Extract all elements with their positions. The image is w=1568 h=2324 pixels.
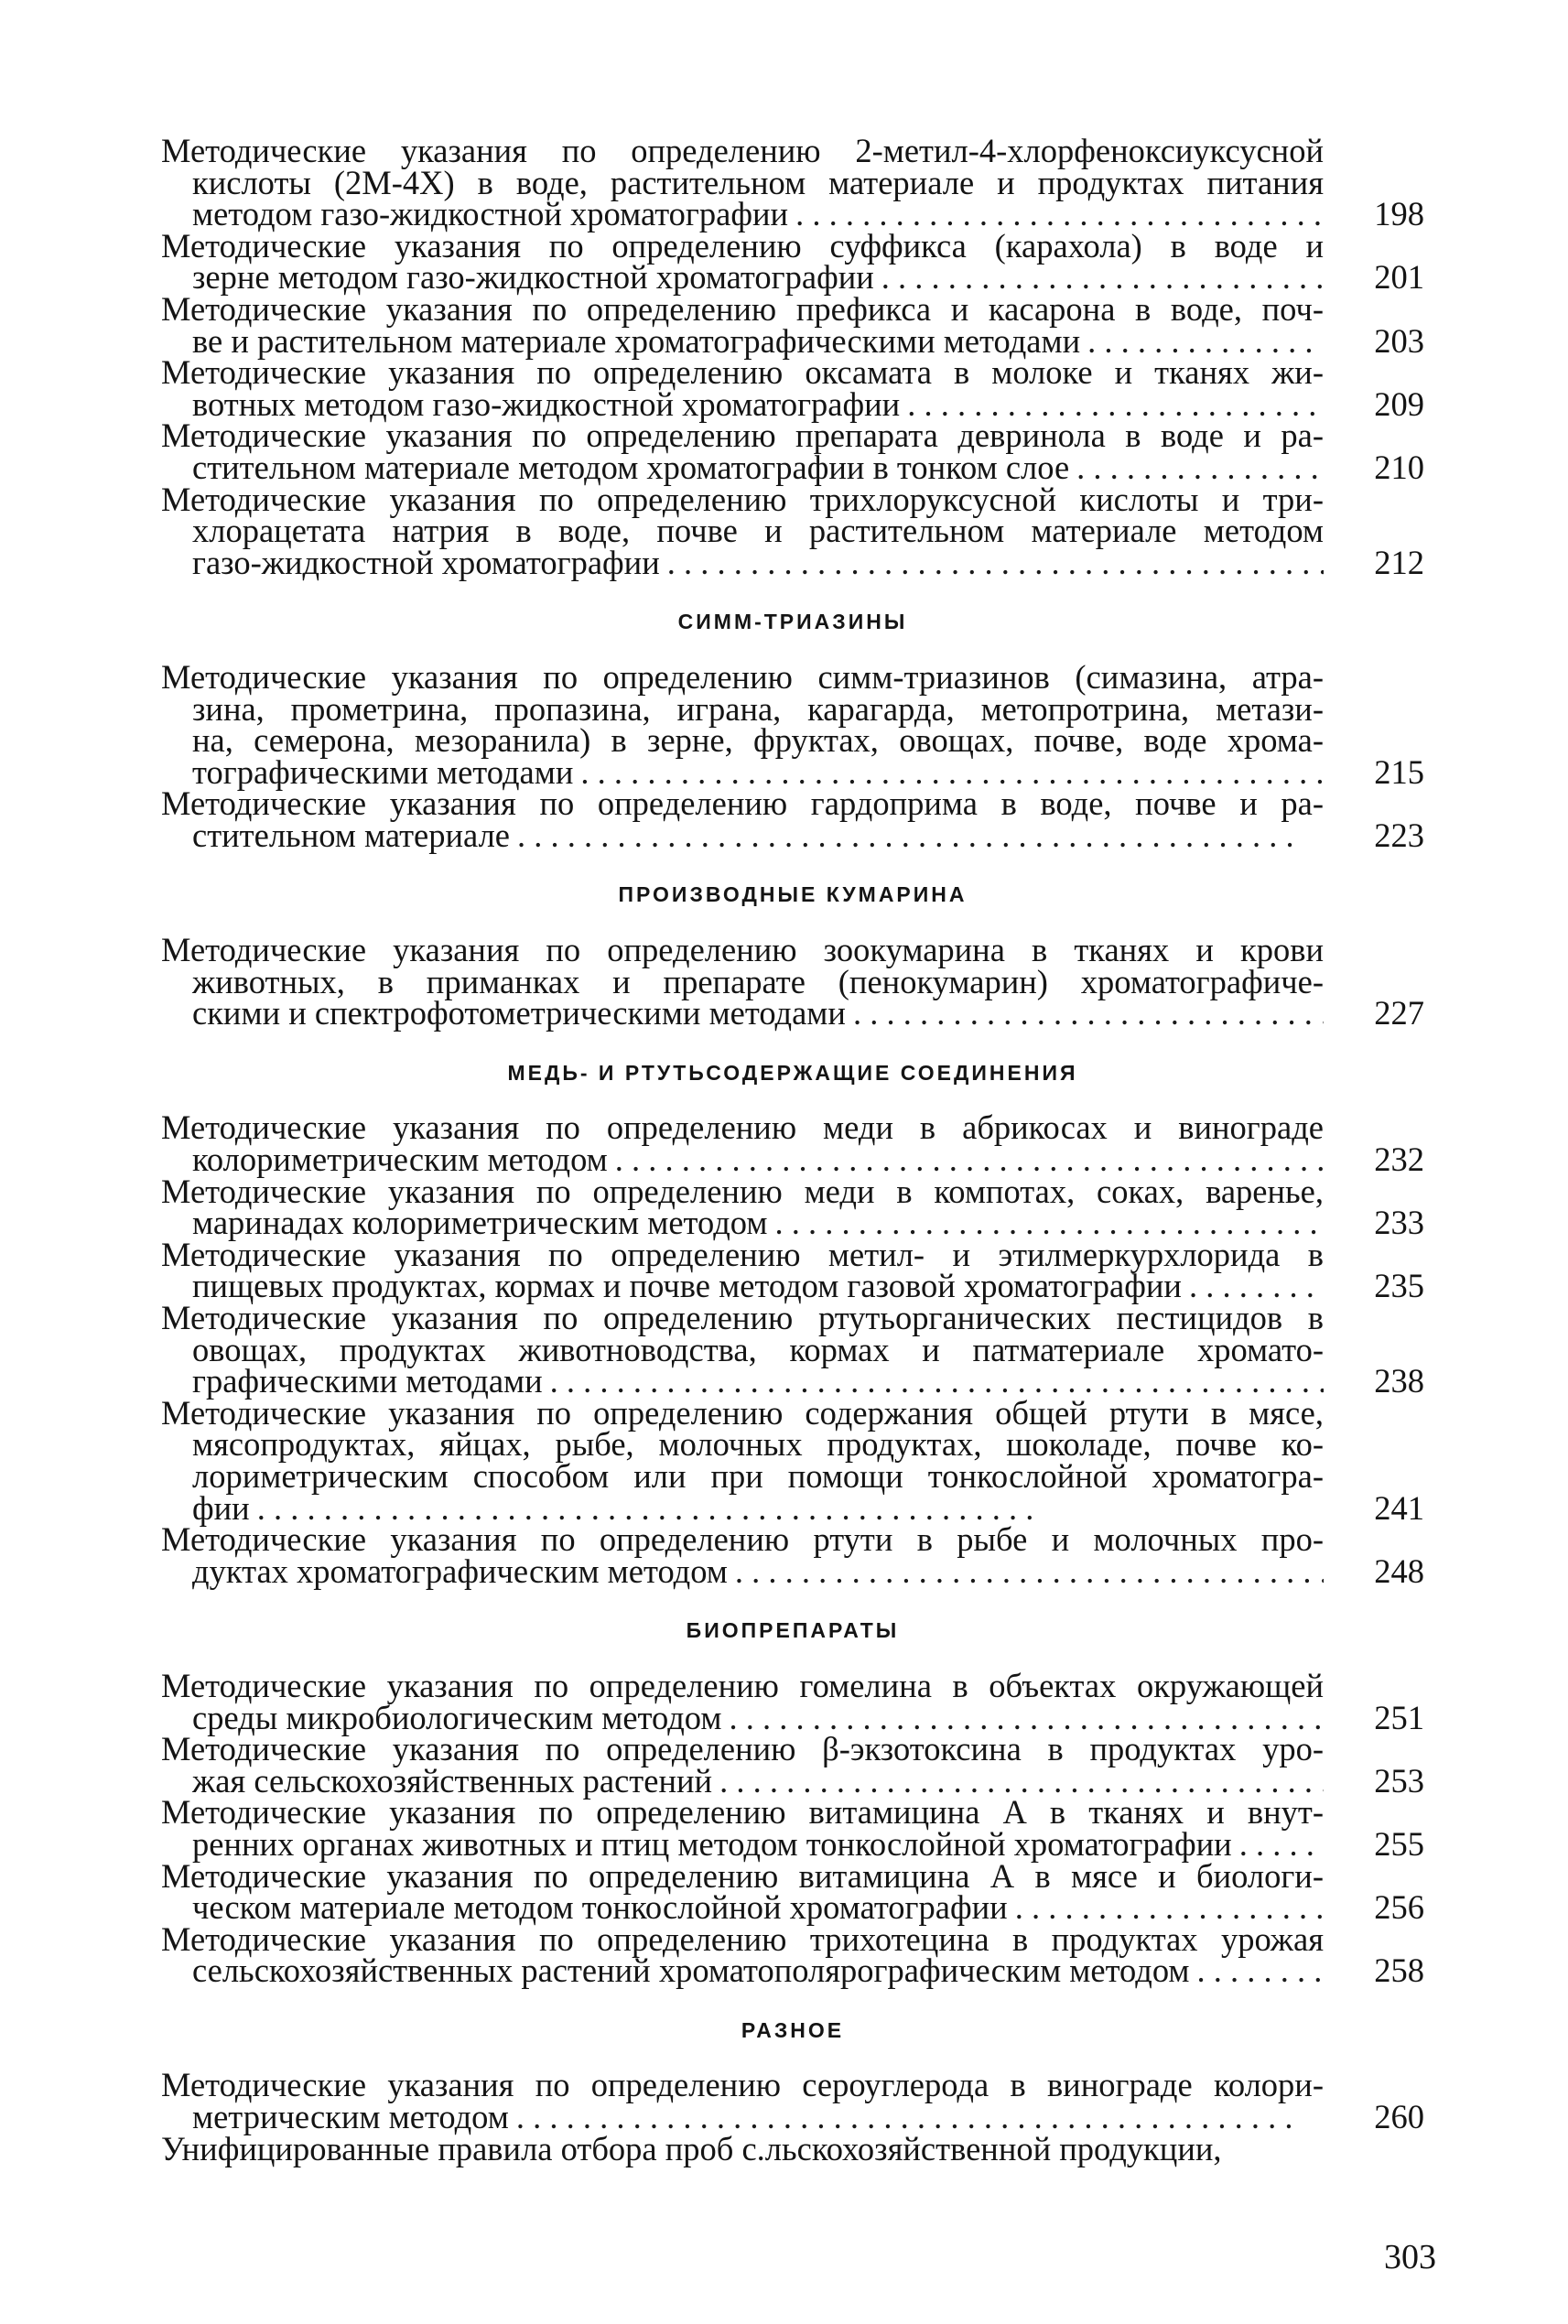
toc-page-number: 223 xyxy=(1374,816,1424,854)
dot-leader xyxy=(1182,1270,1324,1303)
toc-page-number: 198 xyxy=(1374,195,1424,233)
toc-entry-line: колориметрическим методом xyxy=(192,1140,608,1179)
toc-entry-line: графическими методами xyxy=(192,1362,543,1400)
toc-entry xyxy=(161,1919,1424,1990)
toc-entry xyxy=(161,1393,1424,1527)
toc-entry xyxy=(161,289,1424,360)
toc-entry xyxy=(161,931,1424,1032)
toc-entry xyxy=(161,1666,1424,1736)
dot-leader xyxy=(1008,1892,1324,1924)
toc-entry-line: кислоты (2М-4Х) в воде, растительном материале и продуктах питания xyxy=(192,163,1324,201)
toc-entry-line: мясопродуктах, яйцах, рыбе, молочных продуктах, шоколаде, почве ко- xyxy=(192,1425,1324,1464)
toc-entry-line: методом газо-жидкостной хроматографии xyxy=(192,195,789,233)
toc-entry-line: Методические указания по определению витамицина А в тканях и внут- xyxy=(161,1793,1324,1832)
toc-page-number: 201 xyxy=(1374,258,1424,297)
toc-entry-line: сельскохозяйственных растений хроматополярографическим методом xyxy=(192,1951,1190,1990)
dot-leader xyxy=(1189,1955,1324,1987)
dot-leader xyxy=(721,1702,1324,1735)
toc-entry xyxy=(161,480,1424,581)
section-heading: БИОПРЕПАРАТЫ xyxy=(686,1618,900,1643)
dot-leader xyxy=(767,1207,1324,1239)
toc-page-number: 232 xyxy=(1374,1140,1424,1179)
toc-entry-line: Методические указания по определению гардоприма в воде, почве и ра- xyxy=(161,784,1324,823)
toc-page-number: 258 xyxy=(1374,1951,1424,1990)
toc-entry-line: хлорацетата натрия в воде, почве и растительном материале методом xyxy=(192,512,1324,550)
toc-entry xyxy=(161,353,1424,423)
toc-entry xyxy=(161,1299,1424,1400)
toc-entry-line: метрическим методом xyxy=(192,2098,509,2136)
dot-leader xyxy=(1232,1829,1324,1861)
toc-entry xyxy=(161,132,1424,233)
toc-entry xyxy=(161,784,1424,854)
toc-entry-line: на, семерона, мезоранила) в зерне, фруктах, овощах, почве, воде хрома- xyxy=(192,721,1324,760)
toc-page-number: 251 xyxy=(1374,1698,1424,1736)
toc-page-number: 209 xyxy=(1374,384,1424,423)
toc-entry-line: пищевых продуктах, кормах и почве методом газовой хроматографии xyxy=(192,1267,1182,1305)
dot-leader xyxy=(660,547,1324,579)
section-heading: МЕДЬ- И РТУТЬСОДЕРЖАЩИЕ СОЕДИНЕНИЯ xyxy=(507,1060,1078,1085)
toc-page-number: 260 xyxy=(1374,2098,1424,2136)
toc-page-number: 227 xyxy=(1374,994,1424,1032)
dot-leader xyxy=(712,1766,1324,1798)
toc-entry-line: Методические указания по определению ртутьорганических пестицидов в xyxy=(161,1299,1324,1336)
table-of-contents xyxy=(161,132,1424,2167)
toc-entry-line: фии xyxy=(192,1488,250,1527)
toc-entry-line: вотных методом газо-жидкостной хроматографии xyxy=(192,384,901,423)
toc-entry-line: Методические указания по определению сероуглерода в винограде колори- xyxy=(161,2066,1324,2104)
dot-leader xyxy=(573,757,1324,789)
toc-entry xyxy=(161,1235,1424,1305)
toc-page-number: 255 xyxy=(1374,1824,1424,1863)
toc-entry xyxy=(161,1730,1424,1800)
toc-entry-line: Методические указания по определению меди в компотах, соках, варенье, xyxy=(161,1172,1324,1210)
dot-leader xyxy=(250,1493,1324,1525)
toc-entry-line: Методические указания по определению трихлоруксусной кислоты и три- xyxy=(161,480,1324,518)
toc-entry-line: тографическими методами xyxy=(192,752,574,791)
toc-entry-line: Методические указания по определению метил- и этилмеркурхлорида в xyxy=(161,1235,1324,1273)
toc-page-number: 212 xyxy=(1374,543,1424,581)
toc-page-number: 210 xyxy=(1374,448,1424,486)
toc-entry-line: Методические указания по определению 2-метил-4-хлорфеноксиуксусной xyxy=(161,132,1324,169)
toc-entry-line: стительном материале методом хроматографии в тонком слое xyxy=(192,448,1070,486)
toc-entry-line: Методические указания по определению меди в абрикосах и винограде xyxy=(161,1108,1324,1147)
dot-leader xyxy=(874,262,1324,294)
toc-page-number: 215 xyxy=(1374,752,1424,791)
toc-entry xyxy=(161,1172,1424,1242)
toc-entry-line: животных, в приманках и препарате (пенокумарин) хроматографиче- xyxy=(192,962,1324,1000)
toc-entry-line: ренних органах животных и птиц методом тонкослойной хроматографии xyxy=(192,1824,1232,1863)
toc-page-number: 253 xyxy=(1374,1761,1424,1800)
toc-entry-line: Методические указания по определению β-экзотоксина в продуктах уро- xyxy=(161,1730,1324,1768)
toc-entry xyxy=(161,226,1424,297)
toc-entry-line: среды микробиологическим методом xyxy=(192,1698,722,1736)
toc-entry-line: жая сельскохозяйственных растений xyxy=(192,1761,713,1800)
dot-leader xyxy=(1080,326,1324,358)
dot-leader xyxy=(510,820,1324,852)
toc-entry-line: Методические указания по определению гомелина в объектах окружающей xyxy=(161,1666,1324,1704)
toc-entry-line: ве и растительном материале хроматографическими методами xyxy=(192,321,1081,360)
section-heading: СИММ-ТРИАЗИНЫ xyxy=(677,610,908,634)
page-number: 303 xyxy=(1384,2238,1436,2276)
toc-entry-line: Методические указания по определению витамицина А в мясе и биологи- xyxy=(161,1856,1324,1895)
toc-entry xyxy=(161,1108,1424,1179)
dot-leader xyxy=(608,1144,1324,1176)
toc-page-number: 248 xyxy=(1374,1551,1424,1590)
toc-entry xyxy=(161,657,1424,791)
toc-entry-line: Методические указания по определению оксамата в молоке и тканях жи- xyxy=(161,353,1324,392)
toc-entry-line: Методические указания по определению зоокумарина в тканях и крови xyxy=(161,931,1324,969)
section-heading: ПРОИЗВОДНЫЕ КУМАРИНА xyxy=(618,882,968,907)
toc-entry xyxy=(161,2066,1424,2136)
toc-entry-line: ческом материале методом тонкослойной хроматографии xyxy=(192,1888,1008,1927)
dot-leader xyxy=(728,1556,1324,1588)
section-heading: РАЗНОЕ xyxy=(741,2017,845,2042)
toc-entry-line: Методические указания по определению ртути в рыбе и молочных про- xyxy=(161,1520,1324,1559)
toc-entry-line: зерне методом газо-жидкостной хроматографии xyxy=(192,258,874,297)
dot-leader xyxy=(846,998,1324,1030)
toc-entry-line: Методические указания по определению префикса и касарона в воде, поч- xyxy=(161,289,1324,328)
dot-leader xyxy=(1069,452,1324,484)
toc-entry-line: Методические указания по определению суффикса (карахола) в воде и xyxy=(161,226,1324,265)
toc-entry-line: стительном материале xyxy=(192,816,510,854)
toc-entry xyxy=(161,2129,1424,2167)
toc-entry-line: Методические указания по определению трихотецина в продуктах урожая xyxy=(161,1919,1324,1958)
toc-page-number: 238 xyxy=(1374,1362,1424,1400)
toc-entry xyxy=(161,1793,1424,1863)
toc-entry-line: Методические указания по определению симм-триазинов (симазина, атра- xyxy=(161,657,1324,696)
toc-entry xyxy=(161,416,1424,486)
dot-leader xyxy=(509,2102,1324,2134)
toc-entry-line: маринадах колориметрическим методом xyxy=(192,1204,768,1242)
toc-entry-line: Методические указания по определению препарата девринола в воде и ра- xyxy=(161,416,1324,455)
toc-page-number: 233 xyxy=(1374,1204,1424,1242)
dot-leader xyxy=(788,199,1324,231)
toc-entry-line: овощах, продуктах животноводства, кормах и патматериале хромато- xyxy=(192,1330,1324,1368)
toc-entry-line: Методические указания по определению содержания общей ртути в мясе, xyxy=(161,1393,1324,1432)
toc-page-number: 235 xyxy=(1374,1267,1424,1305)
toc-entry-line: зина, прометрина, пропазина, играна, карагарда, метопротрина, метази- xyxy=(192,689,1324,728)
toc-entry xyxy=(161,1856,1424,1927)
toc-entry-line: лориметрическим способом или при помощи тонкослойной хроматогра- xyxy=(192,1456,1324,1495)
toc-page-number: 203 xyxy=(1374,321,1424,360)
toc-page-number: 256 xyxy=(1374,1888,1424,1927)
dot-leader xyxy=(900,389,1324,421)
toc-entry-line: Унифицированные правила отбора проб с.льскохозяйственной продукции, xyxy=(161,2129,1222,2167)
toc-entry-line: скими и спектрофотометрическими методами xyxy=(192,994,846,1032)
toc-page-number: 241 xyxy=(1374,1488,1424,1527)
toc-entry-line: газо-жидкостной хроматографии xyxy=(192,543,660,581)
dot-leader xyxy=(543,1366,1324,1398)
toc-entry xyxy=(161,1520,1424,1590)
toc-entry-line: дуктах хроматографическим методом xyxy=(192,1551,728,1590)
